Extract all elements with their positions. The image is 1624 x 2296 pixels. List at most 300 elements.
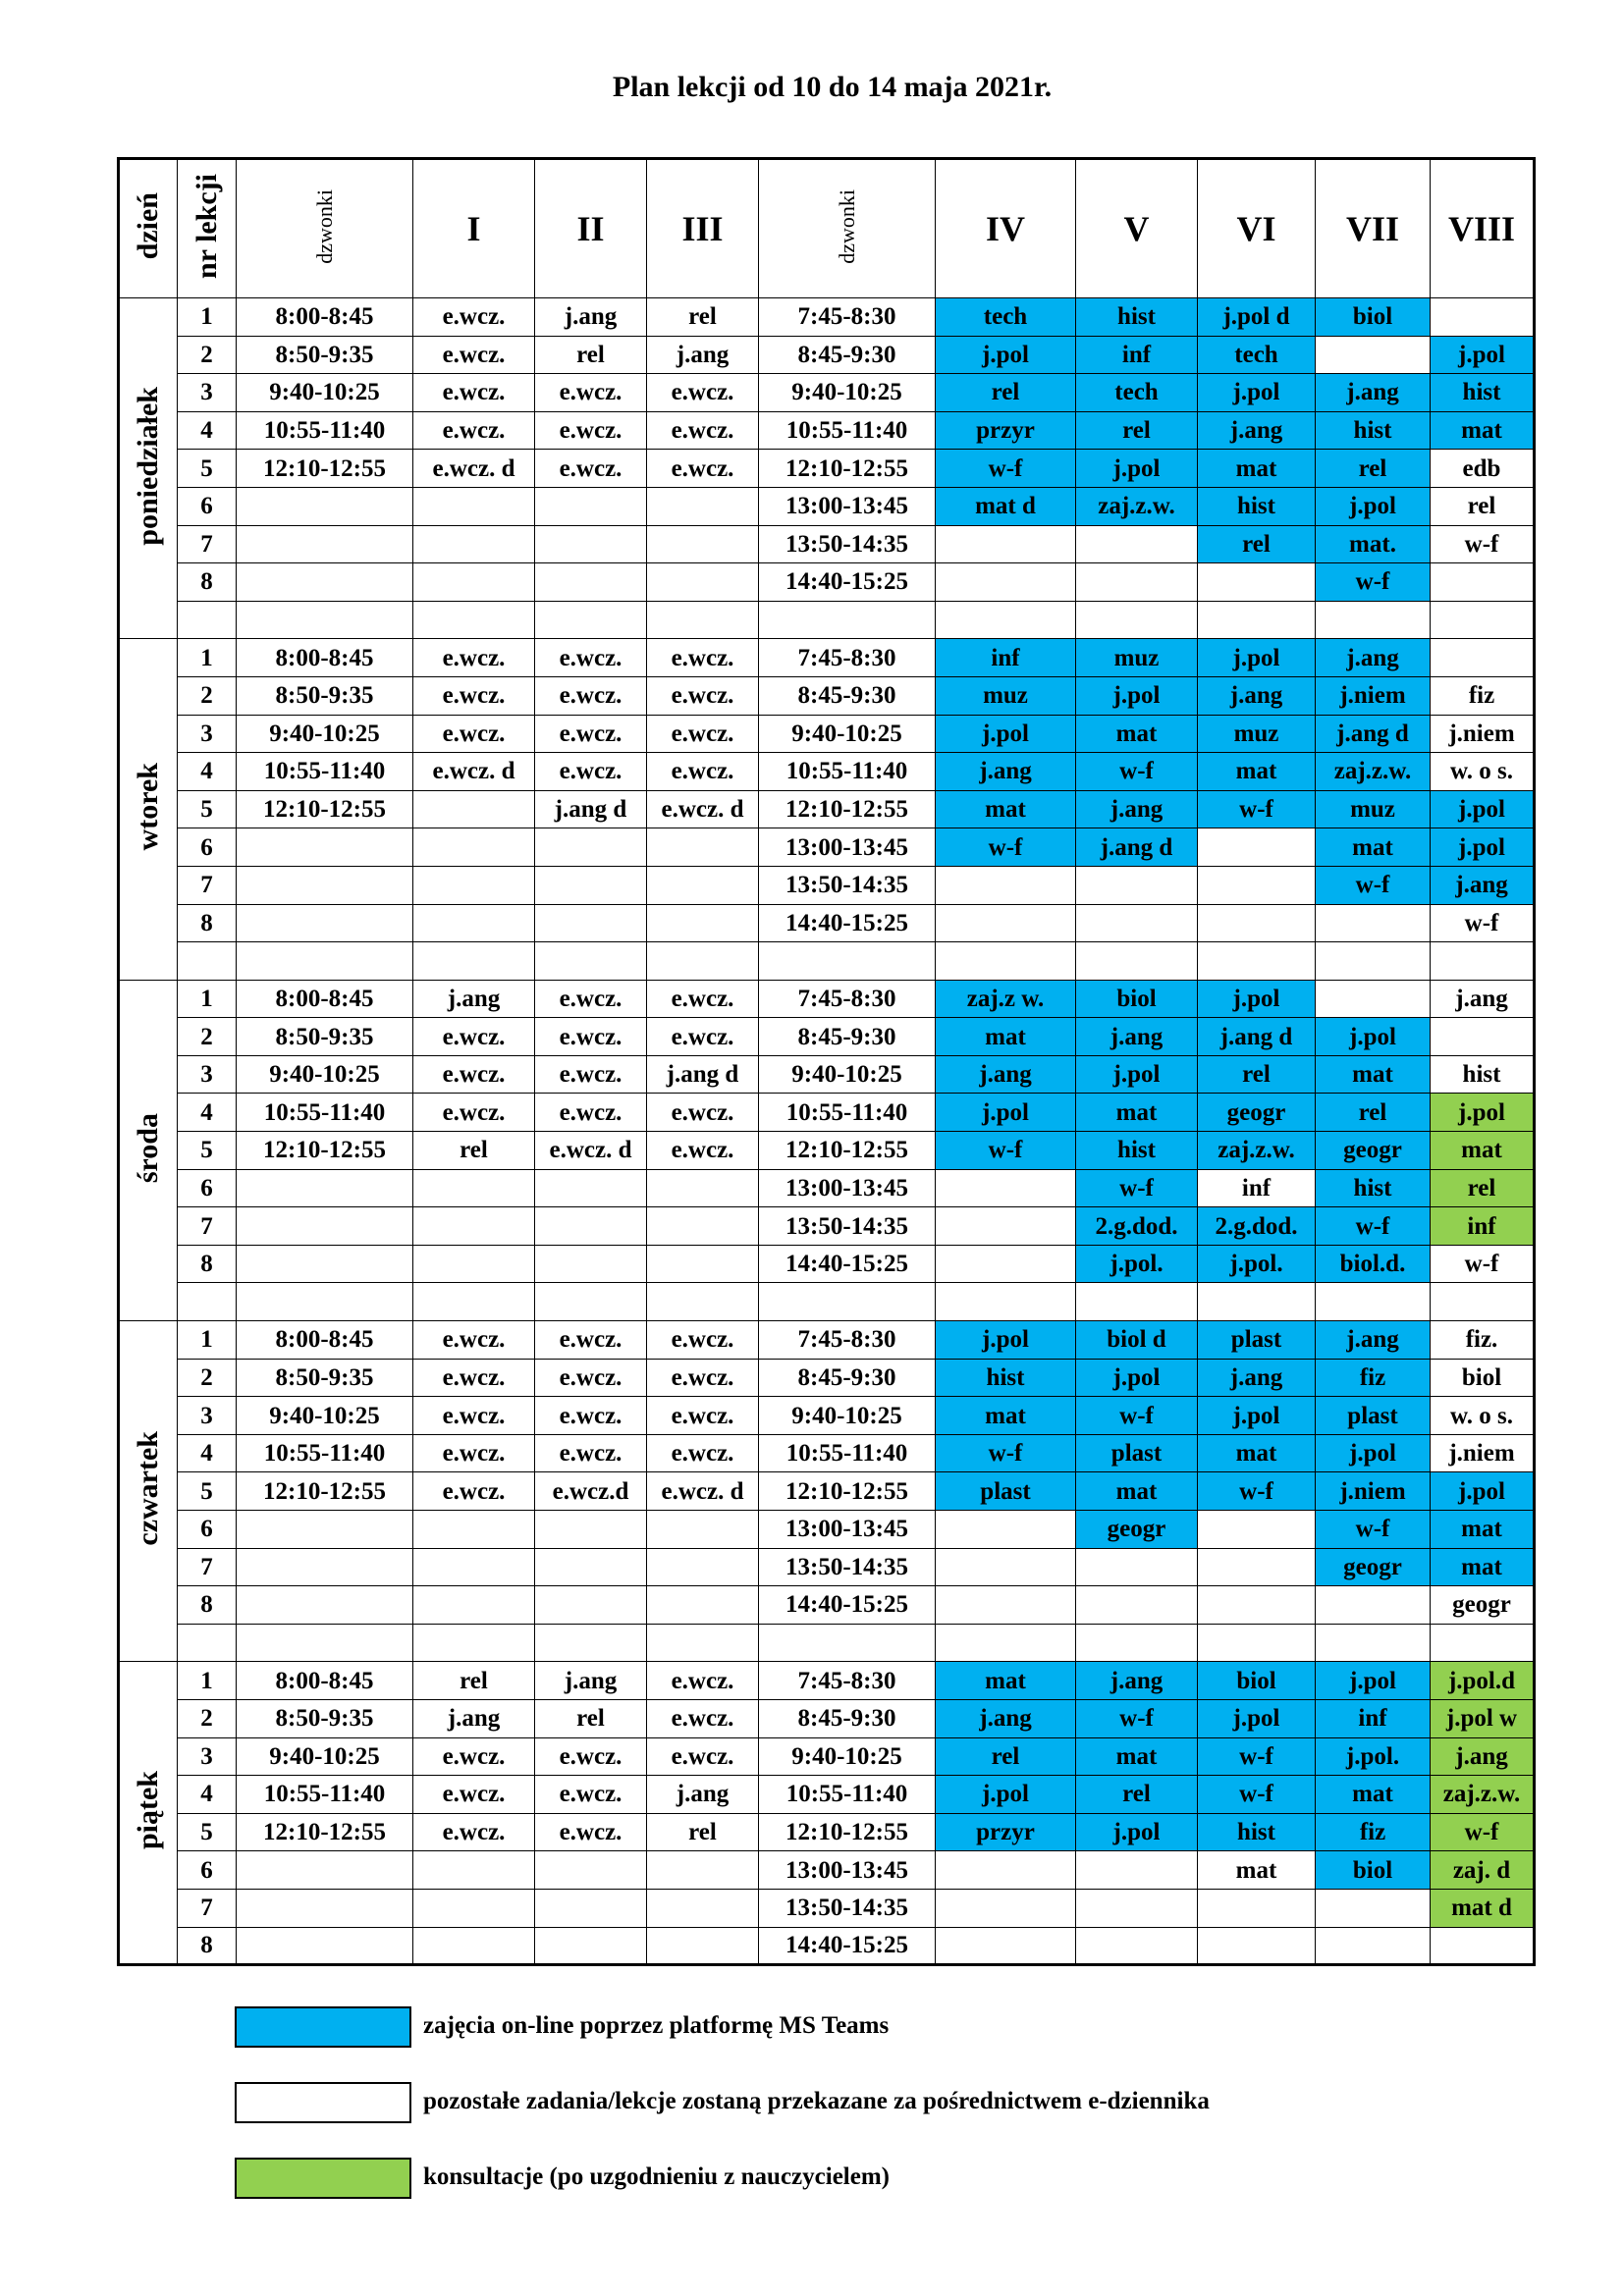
lesson-cell: e.wcz.: [535, 676, 647, 715]
table-row: [119, 790, 1535, 828]
lesson-number: 3: [178, 374, 237, 412]
lesson-cell: e.wcz.: [535, 980, 647, 1018]
lesson-number: 4: [178, 1776, 237, 1814]
bell-time-a: [237, 487, 413, 525]
lesson-cell: rel: [413, 1132, 535, 1170]
lesson-cell: e.wcz.: [535, 1094, 647, 1132]
empty-cell: [1198, 601, 1316, 639]
empty-cell: [413, 942, 535, 981]
lesson-cell: [413, 904, 535, 942]
lesson-cell: j.ang: [1431, 1737, 1535, 1776]
lesson-cell: e.wcz.: [413, 1397, 535, 1435]
lesson-number: 2: [178, 1018, 237, 1056]
lesson-number: 7: [178, 525, 237, 563]
lesson-cell: [936, 1889, 1076, 1927]
lesson-cell: mat: [1198, 1434, 1316, 1472]
lesson-cell: [413, 487, 535, 525]
lesson-cell: [535, 1927, 647, 1965]
lesson-cell: j.ang: [1316, 374, 1431, 412]
lesson-cell: [647, 487, 759, 525]
bell-time-a: [237, 904, 413, 942]
table-row: [119, 336, 1535, 374]
lesson-cell: e.wcz.: [413, 1359, 535, 1397]
header-class-VII: VII: [1316, 159, 1431, 298]
lesson-cell: [1076, 866, 1198, 904]
lesson-cell: geogr: [1316, 1548, 1431, 1586]
empty-cell: [413, 601, 535, 639]
bell-time-b: 7:45-8:30: [759, 1321, 936, 1360]
lesson-cell: muz: [1198, 715, 1316, 753]
bell-time-b: 12:10-12:55: [759, 1813, 936, 1851]
lesson-cell: e.wcz.: [535, 1055, 647, 1094]
lesson-cell: w-f: [1431, 1245, 1535, 1283]
bell-time-b: 7:45-8:30: [759, 639, 936, 677]
lesson-number: 6: [178, 1511, 237, 1549]
bell-time-b: 9:40-10:25: [759, 1055, 936, 1094]
lesson-cell: j.ang: [1076, 1662, 1198, 1700]
lesson-cell: mat: [1198, 450, 1316, 488]
header-class-IV: IV: [936, 159, 1076, 298]
lesson-cell: rel: [647, 1813, 759, 1851]
bell-time-a: [237, 1851, 413, 1890]
lesson-number: 2: [178, 336, 237, 374]
lesson-cell: j.niem: [1431, 1434, 1535, 1472]
lesson-cell: e.wcz.: [535, 1813, 647, 1851]
table-row: [119, 1586, 1535, 1625]
bell-time-b: 14:40-15:25: [759, 1927, 936, 1965]
empty-cell: [759, 942, 936, 981]
lesson-cell: w-f: [1076, 1699, 1198, 1737]
lesson-cell: e.wcz.: [535, 1434, 647, 1472]
lesson-cell: [413, 525, 535, 563]
lesson-cell: e.wcz.: [647, 411, 759, 450]
lesson-cell: [936, 866, 1076, 904]
lesson-cell: w-f: [1198, 1737, 1316, 1776]
bell-time-a: 8:00-8:45: [237, 298, 413, 337]
bell-time-a: 9:40-10:25: [237, 1737, 413, 1776]
lesson-cell: e.wcz.: [413, 715, 535, 753]
lesson-cell: j.pol: [1431, 336, 1535, 374]
lesson-cell: [413, 1511, 535, 1549]
lesson-number: 6: [178, 1851, 237, 1890]
empty-cell: [759, 601, 936, 639]
lesson-cell: [535, 1851, 647, 1890]
bell-time-b: 13:00-13:45: [759, 487, 936, 525]
lesson-cell: j.pol: [1316, 1434, 1431, 1472]
lesson-cell: 2.g.dod.: [1198, 1207, 1316, 1246]
lesson-cell: [1431, 1018, 1535, 1056]
table-row: [119, 1776, 1535, 1814]
lesson-cell: [1198, 563, 1316, 602]
lesson-cell: e.wcz.: [647, 1018, 759, 1056]
bell-time-a: [237, 525, 413, 563]
bell-time-b: 12:10-12:55: [759, 790, 936, 828]
lesson-cell: inf: [1431, 1207, 1535, 1246]
table-row: [119, 1927, 1535, 1965]
empty-cell: [178, 1624, 237, 1662]
lesson-cell: fiz.: [1431, 1321, 1535, 1360]
bell-time-a: 8:50-9:35: [237, 1359, 413, 1397]
legend-text-online: zajęcia on-line poprzez platformę MS Teams: [423, 2012, 890, 2039]
header-bells-2: dzwonki: [759, 159, 936, 298]
lesson-cell: j.ang: [936, 753, 1076, 791]
bell-time-a: 10:55-11:40: [237, 1776, 413, 1814]
lesson-cell: j.pol: [936, 715, 1076, 753]
lesson-cell: e.wcz.: [647, 1737, 759, 1776]
bell-time-b: 8:45-9:30: [759, 1018, 936, 1056]
lesson-cell: j.ang: [1076, 790, 1198, 828]
bell-time-b: 13:00-13:45: [759, 1169, 936, 1207]
lesson-number: 7: [178, 866, 237, 904]
lesson-cell: w-f: [1198, 1776, 1316, 1814]
header-class-VI: VI: [1198, 159, 1316, 298]
lesson-cell: hist: [1198, 487, 1316, 525]
lesson-cell: [1076, 1889, 1198, 1927]
lesson-cell: rel: [1431, 487, 1535, 525]
lesson-cell: mat: [1316, 1776, 1431, 1814]
lesson-cell: hist: [1076, 298, 1198, 337]
legend-text-edziennik: pozostałe zadania/lekcje zostaną przekazane za pośrednictwem e-dziennika: [423, 2088, 1210, 2114]
lesson-cell: biol: [1076, 980, 1198, 1018]
lesson-cell: w-f: [936, 828, 1076, 867]
lesson-cell: [936, 1169, 1076, 1207]
lesson-cell: e.wcz.: [413, 1094, 535, 1132]
lesson-cell: [1431, 639, 1535, 677]
lesson-cell: e.wcz.: [535, 411, 647, 450]
lesson-cell: [535, 1889, 647, 1927]
lesson-cell: [647, 1207, 759, 1246]
lesson-cell: rel: [936, 374, 1076, 412]
lesson-cell: w. o s.: [1431, 753, 1535, 791]
lesson-cell: [413, 1207, 535, 1246]
table-row: [119, 374, 1535, 412]
bell-time-a: 8:00-8:45: [237, 639, 413, 677]
lesson-cell: zaj.z.w.: [1431, 1776, 1535, 1814]
lesson-cell: j.pol d: [1198, 298, 1316, 337]
lesson-cell: e.wcz.: [413, 1737, 535, 1776]
table-row: [119, 1169, 1535, 1207]
lesson-cell: muz: [1316, 790, 1431, 828]
bell-time-b: 13:50-14:35: [759, 1889, 936, 1927]
lesson-cell: mat: [1316, 1055, 1431, 1094]
lesson-cell: inf: [1076, 336, 1198, 374]
bell-time-b: 13:50-14:35: [759, 1207, 936, 1246]
bell-time-a: [237, 1548, 413, 1586]
bell-time-a: 9:40-10:25: [237, 1397, 413, 1435]
lesson-cell: [647, 904, 759, 942]
lesson-cell: [1198, 904, 1316, 942]
lesson-cell: [1076, 1927, 1198, 1965]
lesson-cell: w-f: [1198, 790, 1316, 828]
lesson-cell: e.wcz.: [535, 1018, 647, 1056]
lesson-cell: [535, 866, 647, 904]
lesson-number: 8: [178, 1927, 237, 1965]
bell-time-b: 14:40-15:25: [759, 1245, 936, 1283]
lesson-cell: j.pol: [1076, 450, 1198, 488]
lesson-cell: e.wcz. d: [413, 753, 535, 791]
header-class-VIII: VIII: [1431, 159, 1535, 298]
empty-cell: [1431, 1624, 1535, 1662]
lesson-cell: [1076, 1586, 1198, 1625]
lesson-number: 3: [178, 715, 237, 753]
lesson-cell: e.wcz.: [647, 715, 759, 753]
lesson-cell: [1198, 1889, 1316, 1927]
lesson-cell: [936, 1245, 1076, 1283]
lesson-cell: [1431, 298, 1535, 337]
empty-cell: [936, 601, 1076, 639]
lesson-cell: mat: [1431, 1548, 1535, 1586]
lesson-cell: e.wcz. d: [413, 450, 535, 488]
lesson-cell: e.wcz.: [413, 1813, 535, 1851]
spacer-row: [119, 942, 1535, 981]
lesson-cell: w-f: [1316, 563, 1431, 602]
bell-time-b: 12:10-12:55: [759, 450, 936, 488]
lesson-cell: [936, 904, 1076, 942]
lesson-cell: j.ang: [413, 1699, 535, 1737]
bell-time-a: 8:00-8:45: [237, 980, 413, 1018]
lesson-cell: mat: [1076, 715, 1198, 753]
table-row: [119, 1055, 1535, 1094]
lesson-cell: [647, 1586, 759, 1625]
lesson-cell: [936, 1548, 1076, 1586]
lesson-cell: fiz: [1316, 1813, 1431, 1851]
lesson-cell: e.wcz.: [413, 1472, 535, 1511]
lesson-cell: [535, 525, 647, 563]
bell-time-a: 12:10-12:55: [237, 790, 413, 828]
lesson-cell: biol.d.: [1316, 1245, 1431, 1283]
table-row: [119, 1511, 1535, 1549]
lesson-cell: [535, 487, 647, 525]
header-row: [119, 159, 1535, 298]
lesson-cell: j.pol w: [1431, 1699, 1535, 1737]
bell-time-b: 13:00-13:45: [759, 1511, 936, 1549]
lesson-cell: e.wcz.: [535, 374, 647, 412]
table-row: [119, 411, 1535, 450]
empty-cell: [413, 1624, 535, 1662]
lesson-number: 2: [178, 1359, 237, 1397]
lesson-cell: e.wcz.: [647, 676, 759, 715]
lesson-cell: e.wcz.: [647, 1359, 759, 1397]
lesson-cell: w-f: [1316, 866, 1431, 904]
timetable: [117, 157, 1536, 1966]
lesson-cell: hist: [1316, 1169, 1431, 1207]
empty-cell: [647, 601, 759, 639]
bell-time-a: [237, 1245, 413, 1283]
bell-time-a: 8:50-9:35: [237, 1699, 413, 1737]
lesson-cell: inf: [1316, 1699, 1431, 1737]
lesson-cell: j.pol.d: [1431, 1662, 1535, 1700]
lesson-number: 1: [178, 980, 237, 1018]
lesson-cell: [535, 1169, 647, 1207]
lesson-cell: j.pol: [1198, 374, 1316, 412]
table-row: [119, 715, 1535, 753]
lesson-cell: [1316, 980, 1431, 1018]
lesson-cell: j.ang: [1198, 1359, 1316, 1397]
lesson-cell: [413, 1889, 535, 1927]
lesson-cell: hist: [1076, 1132, 1198, 1170]
lesson-cell: j.pol: [1198, 1397, 1316, 1435]
bell-time-a: 8:00-8:45: [237, 1321, 413, 1360]
table-row: [119, 1813, 1535, 1851]
bell-time-b: 10:55-11:40: [759, 1434, 936, 1472]
bell-time-a: [237, 1169, 413, 1207]
table-row: [119, 904, 1535, 942]
lesson-cell: w-f: [936, 1132, 1076, 1170]
lesson-number: 4: [178, 1094, 237, 1132]
lesson-cell: e.wcz.: [535, 450, 647, 488]
empty-cell: [1316, 1283, 1431, 1321]
lesson-cell: [1316, 1927, 1431, 1965]
lesson-cell: biol d: [1076, 1321, 1198, 1360]
lesson-cell: mat d: [936, 487, 1076, 525]
lesson-cell: [1316, 336, 1431, 374]
empty-cell: [1076, 1283, 1198, 1321]
empty-cell: [1431, 1283, 1535, 1321]
lesson-cell: zaj.z.w.: [1198, 1132, 1316, 1170]
lesson-cell: j.ang: [1076, 1018, 1198, 1056]
empty-cell: [237, 601, 413, 639]
lesson-cell: rel: [1198, 525, 1316, 563]
lesson-cell: e.wcz.: [535, 715, 647, 753]
empty-cell: [413, 1283, 535, 1321]
lesson-cell: [413, 1245, 535, 1283]
table-row: [119, 1699, 1535, 1737]
lesson-cell: e.wcz.: [647, 639, 759, 677]
empty-cell: [1076, 1624, 1198, 1662]
lesson-cell: j.pol: [1076, 1813, 1198, 1851]
lesson-cell: j.pol: [1198, 980, 1316, 1018]
bell-time-b: 13:50-14:35: [759, 1548, 936, 1586]
legend-item-online: [235, 2006, 1413, 2048]
lesson-cell: j.pol: [1198, 1699, 1316, 1737]
lesson-cell: w-f: [1316, 1207, 1431, 1246]
lesson-cell: e.wcz.: [647, 1132, 759, 1170]
bell-time-b: 8:45-9:30: [759, 336, 936, 374]
lesson-cell: 2.g.dod.: [1076, 1207, 1198, 1246]
lesson-cell: biol: [1316, 1851, 1431, 1890]
lesson-cell: e.wcz. d: [647, 790, 759, 828]
bell-time-a: [237, 1927, 413, 1965]
lesson-cell: e.wcz.: [413, 1055, 535, 1094]
day-label: czwartek: [119, 1321, 178, 1662]
lesson-cell: [413, 866, 535, 904]
lesson-cell: rel: [647, 298, 759, 337]
lesson-number: 8: [178, 1245, 237, 1283]
lesson-cell: mat.: [1316, 525, 1431, 563]
lesson-cell: [535, 828, 647, 867]
lesson-cell: e.wcz.: [413, 374, 535, 412]
lesson-cell: [535, 1586, 647, 1625]
lesson-number: 7: [178, 1207, 237, 1246]
lesson-cell: [1198, 1586, 1316, 1625]
lesson-cell: [647, 866, 759, 904]
lesson-cell: [936, 525, 1076, 563]
lesson-cell: [647, 1851, 759, 1890]
bell-time-b: 14:40-15:25: [759, 563, 936, 602]
empty-cell: [535, 601, 647, 639]
bell-time-b: 9:40-10:25: [759, 715, 936, 753]
lesson-cell: [1076, 1548, 1198, 1586]
empty-cell: [647, 942, 759, 981]
lesson-cell: zaj.z.w.: [1316, 753, 1431, 791]
legend-item-consult: [235, 2158, 1413, 2199]
lesson-cell: mat: [1198, 753, 1316, 791]
lesson-cell: e.wcz.: [535, 1397, 647, 1435]
bell-time-a: 8:50-9:35: [237, 676, 413, 715]
bell-time-a: [237, 1207, 413, 1246]
lesson-cell: mat: [1076, 1094, 1198, 1132]
lesson-cell: j.pol: [1076, 676, 1198, 715]
lesson-cell: [1076, 904, 1198, 942]
lesson-cell: w-f: [1076, 1169, 1198, 1207]
empty-cell: [237, 1624, 413, 1662]
bell-time-b: 10:55-11:40: [759, 1094, 936, 1132]
lesson-cell: e.wcz.: [535, 1321, 647, 1360]
lesson-cell: [1198, 828, 1316, 867]
lesson-cell: [1198, 1927, 1316, 1965]
lesson-cell: e.wcz.: [413, 1321, 535, 1360]
bell-time-a: 9:40-10:25: [237, 1055, 413, 1094]
table-row: [119, 866, 1535, 904]
header-day: dzień: [119, 159, 178, 298]
lesson-cell: [1316, 904, 1431, 942]
lesson-cell: [1076, 1851, 1198, 1890]
empty-cell: [936, 1283, 1076, 1321]
bell-time-a: 9:40-10:25: [237, 374, 413, 412]
lesson-cell: [535, 1511, 647, 1549]
table-row: [119, 980, 1535, 1018]
lesson-cell: e.wcz.: [535, 1737, 647, 1776]
lesson-cell: mat d: [1431, 1889, 1535, 1927]
spacer-row: [119, 1283, 1535, 1321]
lesson-number: 4: [178, 411, 237, 450]
lesson-cell: [413, 1169, 535, 1207]
lesson-cell: rel: [936, 1737, 1076, 1776]
lesson-cell: e.wcz.: [413, 1776, 535, 1814]
lesson-cell: e.wcz.: [647, 980, 759, 1018]
table-row: [119, 676, 1535, 715]
lesson-cell: [647, 1889, 759, 1927]
lesson-cell: [647, 563, 759, 602]
lesson-cell: mat: [1316, 828, 1431, 867]
bell-time-a: [237, 1586, 413, 1625]
lesson-cell: j.pol: [1316, 1662, 1431, 1700]
lesson-cell: rel: [535, 1699, 647, 1737]
lesson-cell: e.wcz.: [647, 1662, 759, 1700]
lesson-cell: [936, 563, 1076, 602]
bell-time-a: 12:10-12:55: [237, 1472, 413, 1511]
lesson-cell: rel: [413, 1662, 535, 1700]
lesson-cell: j.ang: [1431, 980, 1535, 1018]
lesson-cell: [1076, 525, 1198, 563]
bell-time-a: [237, 828, 413, 867]
lesson-cell: j.pol: [1076, 1055, 1198, 1094]
lesson-cell: j.ang d: [647, 1055, 759, 1094]
empty-cell: [936, 942, 1076, 981]
table-row: [119, 1132, 1535, 1170]
empty-cell: [535, 942, 647, 981]
lesson-cell: [647, 1511, 759, 1549]
header-class-I: I: [413, 159, 535, 298]
lesson-number: 7: [178, 1889, 237, 1927]
lesson-cell: rel: [1316, 450, 1431, 488]
lesson-cell: muz: [1076, 639, 1198, 677]
lesson-cell: [936, 1586, 1076, 1625]
lesson-cell: e.wcz.: [647, 374, 759, 412]
lesson-cell: [413, 828, 535, 867]
table-row: [119, 639, 1535, 677]
lesson-cell: j.ang: [535, 1662, 647, 1700]
